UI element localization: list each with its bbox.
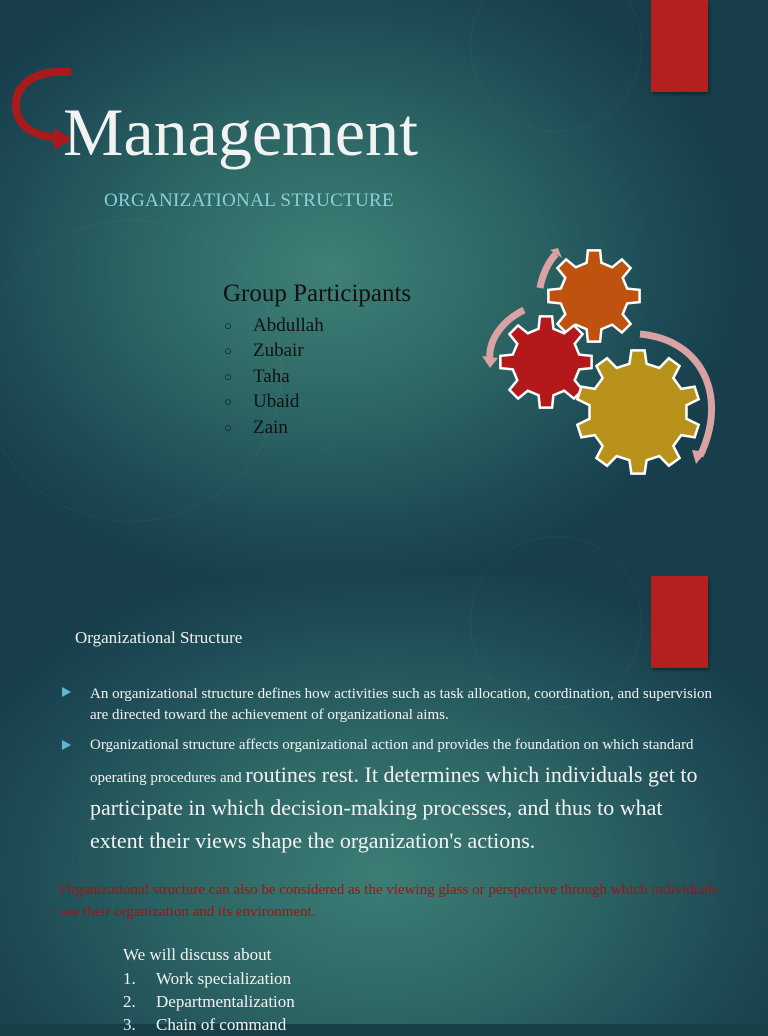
list-item: ○ Ubaid bbox=[224, 391, 300, 413]
group-participants-heading: Group Participants bbox=[223, 280, 412, 307]
triangle-bullet-icon bbox=[62, 687, 71, 697]
circle-bullet-icon: ○ bbox=[224, 343, 232, 359]
list-item: 1. Work specialization bbox=[123, 969, 292, 988]
arrowhead-icon bbox=[692, 450, 706, 464]
bullet-list bbox=[60, 684, 720, 859]
list-item: Organizational structure affects organizational action and provides the foundation on which standard operating procedures and routines rest. It determines which individuals get to participate in which decision-making processes, and thus to what extent their views shape the organization's actions. bbox=[60, 731, 720, 859]
slide-title: Management bbox=[63, 94, 418, 170]
topics-list bbox=[123, 967, 295, 1036]
arrow-icon bbox=[540, 254, 556, 288]
list-item: ○ Abdullah bbox=[224, 314, 324, 336]
list-item: An organizational structure defines how activities such as task allocation, coordination, and supervision are directed toward the achievement of organizational aims. bbox=[60, 684, 720, 726]
circle-bullet-icon: ○ bbox=[224, 368, 232, 384]
circle-bullet-icon: ○ bbox=[224, 419, 232, 435]
red-accent-tab bbox=[651, 576, 708, 668]
list-item: ○ Zain bbox=[224, 416, 288, 438]
red-accent-tab bbox=[651, 0, 708, 92]
list-item: ○ Taha bbox=[224, 365, 290, 387]
triangle-bullet-icon bbox=[62, 740, 71, 750]
slide-subtitle: ORGANIZATIONAL STRUCTURE bbox=[104, 190, 394, 211]
section-title: Organizational Structure bbox=[75, 628, 243, 647]
large-gear-icon bbox=[577, 350, 698, 473]
circle-bullet-icon: ○ bbox=[224, 394, 232, 410]
arrowhead-icon bbox=[482, 356, 498, 368]
list-item: 2. Departmentalization bbox=[123, 992, 295, 1011]
participants-list bbox=[224, 313, 324, 441]
slide-2 bbox=[0, 576, 768, 1034]
list-item: ○ Zubair bbox=[224, 340, 304, 362]
list-item: 3. Chain of command bbox=[123, 1015, 287, 1034]
discuss-heading: We will discuss about bbox=[123, 945, 272, 964]
bg-circle bbox=[470, 536, 642, 708]
bg-circle bbox=[470, 0, 642, 132]
small-gear-icon bbox=[548, 250, 639, 341]
gears-graphic bbox=[478, 248, 728, 473]
circle-bullet-icon: ○ bbox=[224, 317, 232, 333]
highlight-paragraph: Organizational structure can also be considered as the viewing glass or perspective through which individuals see their organization and its environment. bbox=[60, 882, 718, 920]
